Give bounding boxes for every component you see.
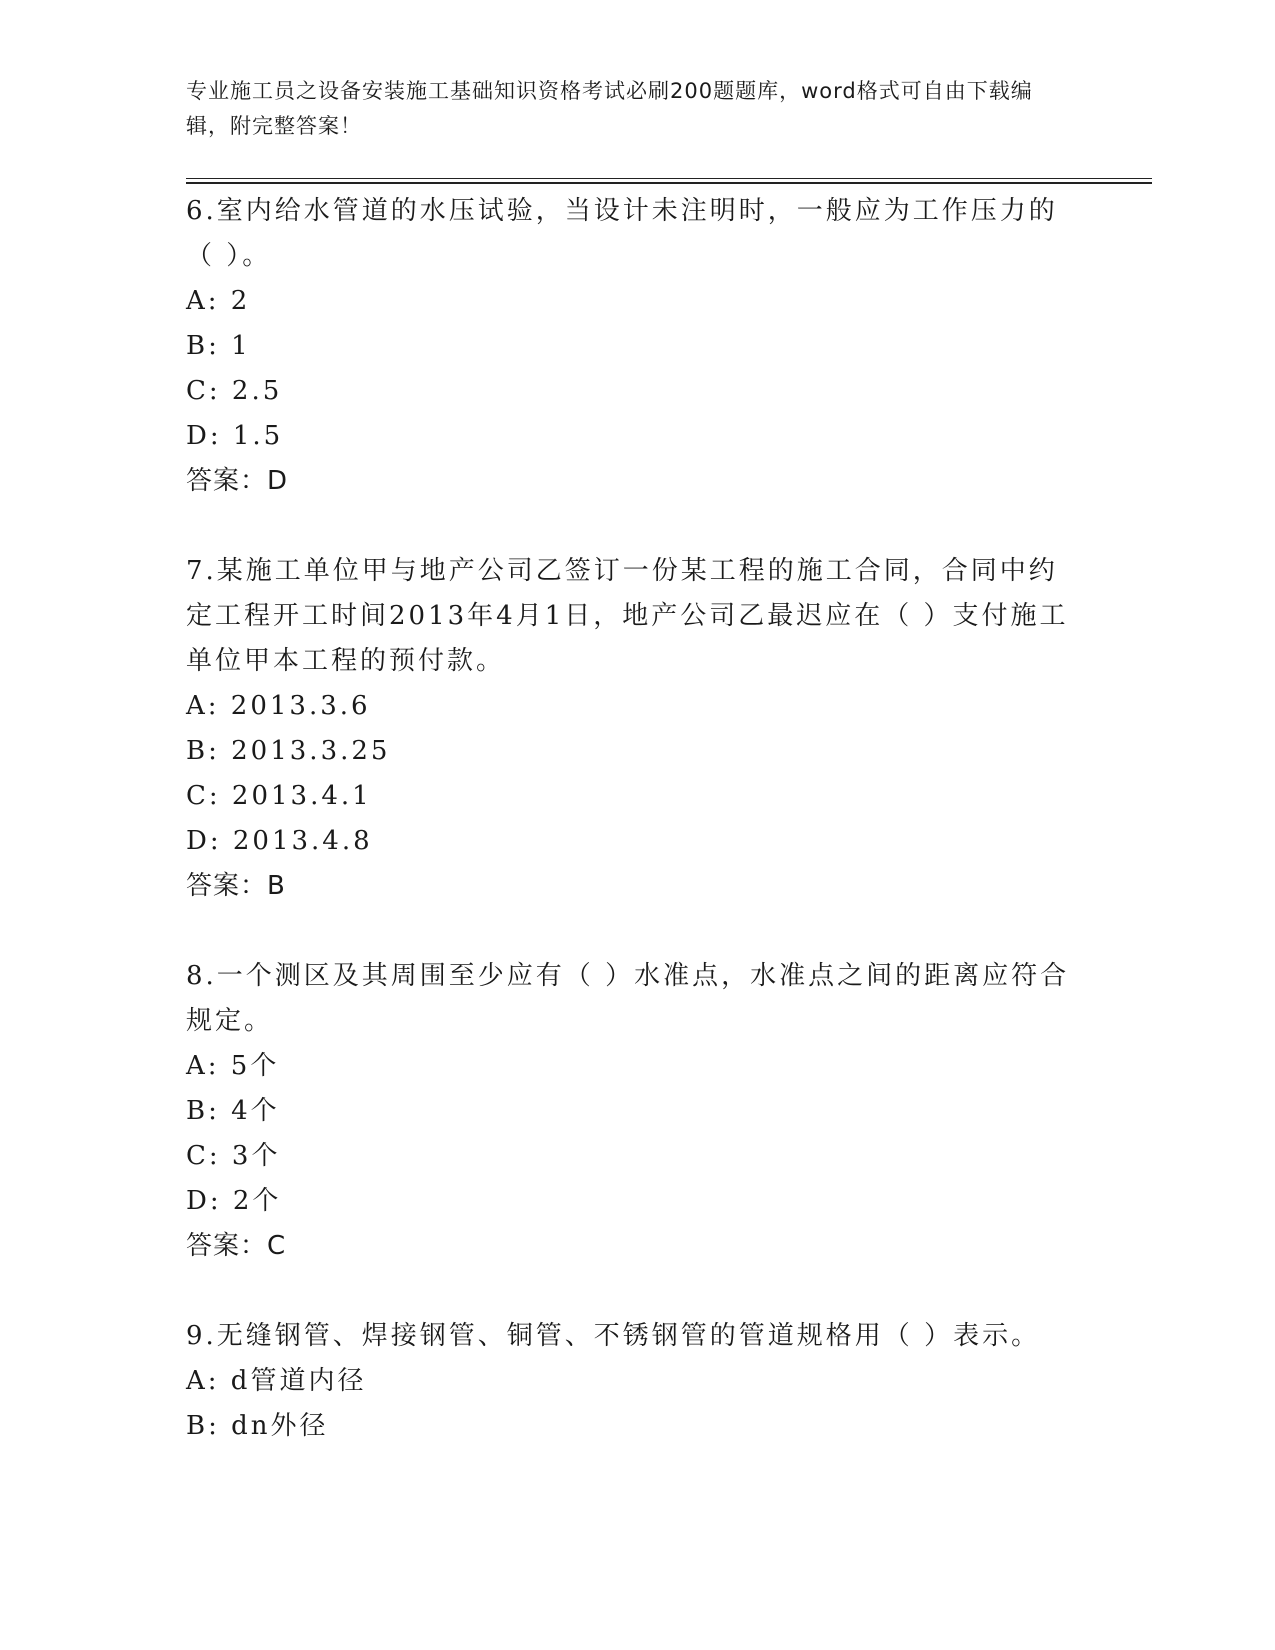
option-c: C: 2013.4.1 [186,781,372,811]
question-text: 6.室内给水管道的水压试验，当设计未注明时，一般应为工作压力的（ ）。 [186,196,1058,271]
question-6 [186,189,1076,504]
question-text: 7.某施工单位甲与地产公司乙签订一份某工程的施工合同，合同中约定工程开工时间2013年4月1日，地产公司乙最迟应在（ ）支付施工单位甲本工程的预付款。 [186,556,1069,676]
option-d: D: 1.5 [186,421,284,451]
header-divider-thin [186,178,1152,179]
option-b: B: dn外径 [186,1411,329,1441]
option-a: A: d管道内径 [186,1366,367,1396]
document-header: 专业施工员之设备安装施工基础知识资格考试必刷200题题库，word格式可自由下载编辑，附完整答案！ [186,79,1033,138]
answer: 答案：C [186,1231,287,1261]
question-7 [186,549,1076,909]
option-d: D: 2013.4.8 [186,826,373,856]
option-d: D: 2个 [186,1186,282,1216]
answer: 答案：D [186,466,289,496]
question-9 [186,1314,1076,1449]
question-text: 9.无缝钢管、焊接钢管、铜管、不锈钢管的管道规格用（ ）表示。 [186,1321,1041,1351]
question-8 [186,954,1076,1269]
option-a: A: 5个 [186,1051,280,1081]
option-b: B: 4个 [186,1096,280,1126]
question-list [186,189,1076,1494]
option-a: A: 2013.3.6 [186,691,371,721]
answer: 答案：B [186,871,286,901]
option-b: B: 2013.3.25 [186,736,391,766]
question-text: 8.一个测区及其周围至少应有（ ）水准点，水准点之间的距离应符合规定。 [186,961,1070,1036]
option-c: C: 3个 [186,1141,281,1171]
header-divider-thick [186,182,1152,184]
option-b: B: 1 [186,331,251,361]
option-c: C: 2.5 [186,376,283,406]
option-a: A: 2 [186,286,251,316]
